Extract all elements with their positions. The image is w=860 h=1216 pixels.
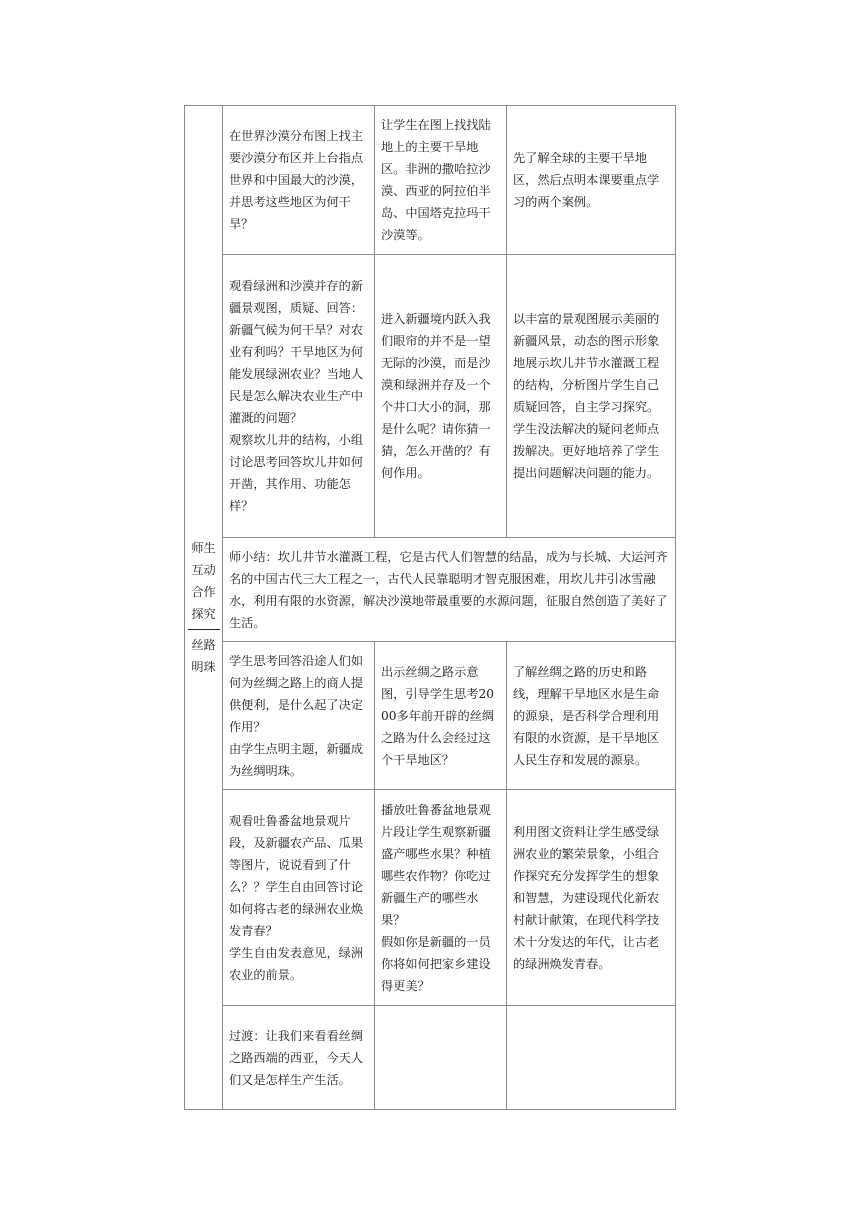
teacher-activity-cell xyxy=(375,1006,507,1110)
table-row xyxy=(185,642,676,790)
table-row xyxy=(185,1006,676,1110)
table-row xyxy=(185,790,676,1006)
teacher-activity-cell: 播放吐鲁番盆地景观片段让学生观察新疆盛产哪些水果？种植哪些农作物？你吃过新疆生产的哪些水果？ 假如你是新疆的一员你将如何把家乡建设得更美？ xyxy=(375,790,507,1006)
student-activity-cell: 观看吐鲁番盆地景观片段，及新疆农产品、瓜果等图片，说说看到了什么？？学生自由回答讨论如何将古老的绿洲农业焕发青春？ 学生自由发表意见，绿洲农业的前景。 xyxy=(223,790,375,1006)
stage-label: 明珠 xyxy=(191,660,216,674)
design-intent-cell xyxy=(507,1006,676,1110)
lesson-plan-table xyxy=(184,105,676,1110)
stage-label: 丝路 xyxy=(191,638,216,652)
student-activity-cell: 过渡：让我们来看看丝绸之路西端的西亚，今天人们又是怎样生产生活。 xyxy=(223,1006,375,1110)
design-intent-cell: 了解丝绸之路的历史和路线，理解干旱地区水是生命的源泉，是否科学合理利用有限的水资源，是干旱地区人民生存和发展的源泉。 xyxy=(507,642,676,790)
teacher-activity-cell: 让学生在图上找找陆地上的主要干旱地区。非洲的撒哈拉沙漠、西亚的阿拉伯半岛、中国塔克拉玛干沙漠等。 xyxy=(375,106,507,255)
teacher-activity-cell: 出示丝绸之路示意图，引导学生思考2000多年前开辟的丝绸之路为什么会经过这个干旱地区？ xyxy=(375,642,507,790)
stage-label: 合作 xyxy=(191,585,216,599)
student-activity-cell: 观看绿洲和沙漠并存的新疆景观图，质疑、回答：新疆气候为何干旱？对农业有利吗？干旱地区为何能发展绿洲农业？当地人民是怎么解决农业生产中灌溉的问题？ 观察坎儿井的结构，小组讨论思考回答坎儿井如何开凿，其作用、功能怎样？ xyxy=(223,255,375,538)
student-activity-cell: 在世界沙漠分布图上找主要沙漠分布区并上台指点世界和中国最大的沙漠，并思考这些地区为何干旱？ xyxy=(223,106,375,255)
design-intent-cell: 先了解全球的主要干旱地区，然后点明本课要重点学习的两个案例。 xyxy=(507,106,676,255)
stage-label: 师生 xyxy=(191,541,216,555)
teacher-activity-cell: 进入新疆境内跃入我们眼帘的并不是一望无际的沙漠，而是沙漠和绿洲并存及一个个井口大小的洞，那是什么呢？请你猜一猜，怎么开凿的？有何作用。 xyxy=(375,255,507,538)
stage-label: 探究 xyxy=(191,607,216,621)
table-row xyxy=(185,106,676,255)
design-intent-cell: 以丰富的景观图展示美丽的新疆风景，动态的图示形象地展示坎儿井节水灌溉工程的结构，分析图片学生自己质疑回答，自主学习探究。学生没法解决的疑问老师点拨解决。更好地培养了学生提出问题解决问题的能力。 xyxy=(507,255,676,538)
stage-cell xyxy=(185,106,223,1110)
table-row xyxy=(185,255,676,538)
design-intent-cell: 利用图文资料让学生感受绿洲农业的繁荣景象，小组合作探究充分发挥学生的想象和智慧，为建设现代化新农村献计献策，在现代科学技术十分发达的年代，让古老的绿洲焕发青春。 xyxy=(507,790,676,1006)
summary-cell: 师小结：坎儿井节水灌溉工程，它是古代人们智慧的结晶，成为与长城、大运河齐名的中国古代三大工程之一，古代人民靠聪明才智克服困难，用坎儿井引冰雪融水，利用有限的水资源，解决沙漠地带最重要的水源问题，征服自然创造了美好了生活。 xyxy=(223,538,676,642)
stage-label: 互动 xyxy=(191,563,216,577)
student-activity-cell: 学生思考回答沿途人们如何为丝绸之路上的商人提供便利，是什么起了决定作用？ 由学生点明主题，新疆成为丝绸明珠。 xyxy=(223,642,375,790)
table-row xyxy=(185,538,676,642)
stage-divider xyxy=(188,629,220,630)
